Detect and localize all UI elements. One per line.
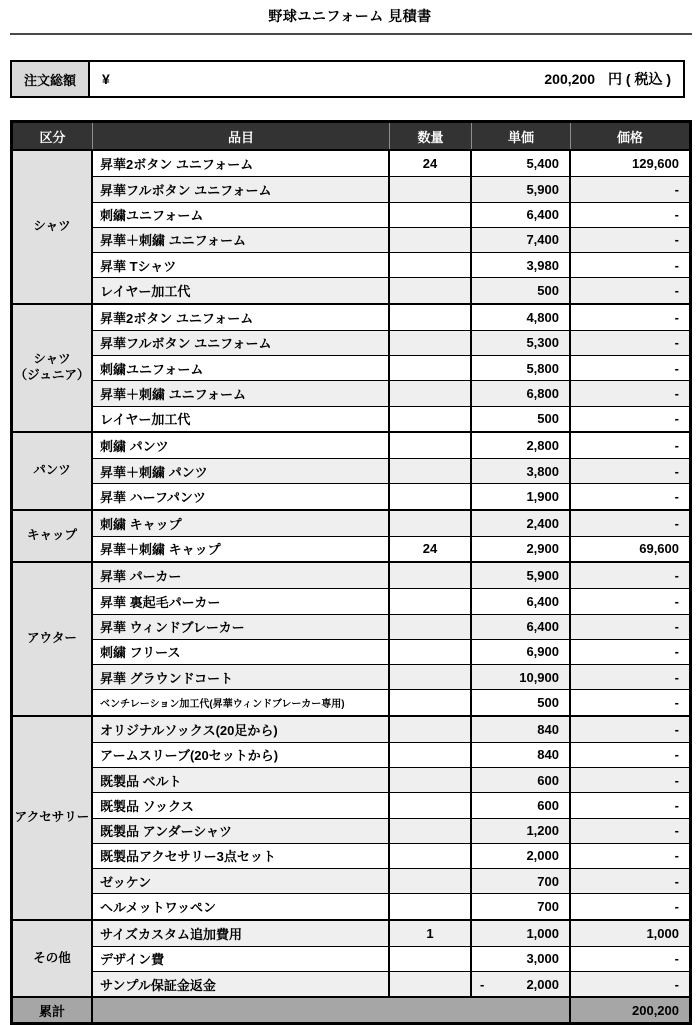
- unit-price-value: 6,400: [526, 207, 559, 223]
- unit-price-value: 700: [537, 873, 559, 889]
- unit-price-value: 5,900: [526, 181, 559, 197]
- order-total-value: [90, 62, 683, 96]
- quantity-cell: [390, 484, 472, 508]
- table-row: [93, 946, 689, 971]
- order-total-amount: 200,200: [544, 71, 595, 87]
- item-cell: 昇華 裏起毛パーカー: [93, 589, 390, 613]
- unit-price-value: 840: [537, 721, 559, 737]
- category-cell: [13, 563, 93, 715]
- price-cell: -: [674, 951, 679, 967]
- price-cell: -: [674, 669, 679, 685]
- category-label: キャップ: [26, 527, 77, 542]
- unit-price-cell: [472, 151, 571, 176]
- unit-price-cell: [472, 203, 571, 227]
- unit-price-value: 840: [537, 747, 559, 763]
- grand-total-amount: 200,200: [632, 1002, 679, 1018]
- category-label: シャツ: [33, 218, 71, 233]
- unit-price-value: 5,800: [526, 360, 559, 376]
- unit-price-cell: [472, 743, 571, 767]
- table-row: [93, 563, 689, 588]
- item-cell: ベンチレーション加工代(昇華ウィンドブレーカー専用): [93, 690, 390, 714]
- item-cell: アームスリーブ(20セットから): [93, 743, 390, 767]
- quantity-cell: [390, 203, 472, 227]
- table-row: [93, 843, 689, 868]
- unit-price-cell: [472, 947, 571, 971]
- quantity-cell: [390, 459, 472, 483]
- item-cell: 昇華＋刺繍 ユニフォーム: [93, 381, 390, 405]
- item-cell: レイヤー加工代: [93, 278, 390, 302]
- unit-price-cell: [472, 690, 571, 714]
- section-rows: [93, 563, 689, 715]
- quantity-cell: [390, 356, 472, 380]
- unit-price-value: 2,800: [526, 437, 559, 453]
- price-cell: -: [674, 644, 679, 660]
- unit-price-value: 7,400: [526, 232, 559, 248]
- price-cell: -: [674, 463, 679, 479]
- quantity-cell: [390, 407, 472, 431]
- section-rows: [93, 717, 689, 919]
- quantity-cell: [390, 511, 472, 536]
- category-label: アウター: [27, 630, 77, 645]
- price-cell: 69,600: [639, 541, 679, 557]
- item-cell: サンプル保証金返金: [93, 972, 390, 996]
- table-row: [93, 252, 689, 277]
- quantity-cell: [390, 972, 472, 996]
- unit-price-cell: [472, 484, 571, 508]
- column-header-0: 区分: [13, 123, 93, 149]
- section-rows: [93, 151, 689, 303]
- unit-price-cell: [472, 717, 571, 742]
- table-row: [93, 330, 689, 355]
- price-cell: -: [674, 385, 679, 401]
- price-cell: -: [674, 257, 679, 273]
- unit-price-cell: [472, 819, 571, 843]
- column-header-3: 単価: [472, 123, 571, 149]
- unit-price-value: 3,800: [526, 463, 559, 479]
- unit-price-value: 700: [537, 898, 559, 914]
- table-row: [93, 406, 689, 431]
- unit-price-cell: [472, 894, 571, 918]
- column-header-2: 数量: [390, 123, 472, 149]
- price-cell: 1,000: [646, 925, 679, 941]
- table-row: [93, 639, 689, 664]
- quantity-cell: [390, 819, 472, 843]
- unit-price-value: 1,000: [526, 925, 559, 941]
- grand-total-spacer: [93, 998, 571, 1022]
- unit-price-cell: [472, 253, 571, 277]
- price-cell: -: [674, 721, 679, 737]
- unit-price-value: 1,200: [526, 823, 559, 839]
- item-cell: ゼッケン: [93, 869, 390, 893]
- item-cell: 刺繍ユニフォーム: [93, 356, 390, 380]
- item-cell: 昇華2ボタン ユニフォーム: [93, 151, 390, 176]
- order-total-label: 注文総額: [12, 62, 90, 96]
- item-cell: ヘルメットワッペン: [93, 894, 390, 918]
- grand-total-label: 累計: [13, 998, 93, 1022]
- section-rows: [93, 921, 689, 997]
- quantity-cell: [390, 563, 472, 588]
- page-title: 野球ユニフォーム 見積書: [268, 8, 432, 24]
- item-cell: 既製品 ベルト: [93, 768, 390, 792]
- table-section: [13, 715, 689, 919]
- category-label: その他: [33, 950, 71, 965]
- order-total-suffix: 円 ( 税込 ): [608, 71, 671, 87]
- unit-price-cell: [472, 793, 571, 817]
- section-rows: [93, 433, 689, 509]
- unit-price-value: 3,000: [526, 951, 559, 967]
- price-cell: -: [674, 282, 679, 298]
- table-row: [93, 893, 689, 918]
- quantity-cell: [390, 305, 472, 330]
- currency-symbol: ¥: [102, 71, 110, 87]
- category-cell: [13, 717, 93, 919]
- unit-price-value: 5,400: [526, 156, 559, 172]
- category-cell: [13, 511, 93, 562]
- quantity-cell: [390, 615, 472, 639]
- quantity-cell: [390, 253, 472, 277]
- quantity-cell: [390, 869, 472, 893]
- unit-price-cell: [472, 563, 571, 588]
- price-cell: -: [674, 593, 679, 609]
- table-row: [93, 305, 689, 330]
- table-row: [93, 792, 689, 817]
- category-cell: [13, 433, 93, 509]
- unit-price-value: 2,900: [526, 541, 559, 557]
- unit-price-cell: [472, 381, 571, 405]
- quantity-cell: [390, 278, 472, 302]
- unit-price-value: 500: [537, 411, 559, 427]
- item-cell: 刺繍ユニフォーム: [93, 203, 390, 227]
- quantity-cell: [390, 947, 472, 971]
- table-row: [93, 717, 689, 742]
- unit-price-cell: [472, 459, 571, 483]
- column-header-4: 価格: [616, 129, 643, 145]
- table-row: [93, 277, 689, 302]
- item-cell: 昇華2ボタン ユニフォーム: [93, 305, 390, 330]
- price-cell: 129,600: [632, 156, 679, 172]
- quantity-cell: 24: [390, 537, 472, 561]
- section-rows: [93, 305, 689, 431]
- category-cell: [13, 921, 93, 997]
- table-section: [13, 303, 689, 431]
- item-cell: レイヤー加工代: [93, 407, 390, 431]
- table-row: [93, 227, 689, 252]
- unit-price-cell: [472, 768, 571, 792]
- item-cell: 刺繍 キャップ: [93, 511, 390, 536]
- item-cell: 昇華フルボタン ユニフォーム: [93, 331, 390, 355]
- table-row: [93, 588, 689, 613]
- table-row: [93, 511, 689, 536]
- unit-price-cell: [472, 921, 571, 946]
- item-cell: 既製品アクセサリー3点セット: [93, 844, 390, 868]
- unit-price-cell: [472, 356, 571, 380]
- unit-price-value: 1,900: [526, 488, 559, 504]
- table-section: [13, 919, 689, 997]
- quotation-table: [10, 120, 692, 1025]
- price-cell: -: [674, 488, 679, 504]
- price-cell: -: [674, 515, 679, 531]
- price-cell: -: [674, 747, 679, 763]
- item-cell: オリジナルソックス(20足から): [93, 717, 390, 742]
- unit-price-cell: [472, 972, 571, 996]
- column-header-1: 品目: [93, 123, 390, 149]
- category-label: アクセサリー: [14, 809, 90, 824]
- price-cell: -: [674, 823, 679, 839]
- unit-price-cell: [472, 511, 571, 536]
- item-cell: デザイン費: [93, 947, 390, 971]
- section-rows: [93, 511, 689, 562]
- unit-price-value: 6,400: [526, 619, 559, 635]
- quantity-cell: [390, 381, 472, 405]
- price-cell: -: [674, 568, 679, 584]
- quantity-cell: [390, 793, 472, 817]
- unit-price-value: 5,900: [526, 568, 559, 584]
- table-row: [93, 921, 689, 946]
- table-row: [93, 536, 689, 561]
- table-row: [93, 818, 689, 843]
- table-body: [13, 149, 689, 996]
- price-cell: -: [674, 797, 679, 813]
- table-row: [93, 202, 689, 227]
- item-cell: 昇華 Tシャツ: [93, 253, 390, 277]
- unit-price-cell: [472, 305, 571, 330]
- unit-price-value: 5,300: [526, 335, 559, 351]
- item-cell: 昇華 パーカー: [93, 563, 390, 588]
- grand-total-row: [13, 996, 689, 1022]
- item-cell: 昇華＋刺繍 ユニフォーム: [93, 228, 390, 252]
- table-row: [93, 380, 689, 405]
- quantity-cell: [390, 640, 472, 664]
- order-total-box: [10, 60, 685, 98]
- price-cell: -: [674, 411, 679, 427]
- item-cell: 昇華フルボタン ユニフォーム: [93, 177, 390, 201]
- category-cell: [13, 151, 93, 303]
- quantity-cell: [390, 228, 472, 252]
- item-cell: 刺繍 パンツ: [93, 433, 390, 458]
- quantity-cell: [390, 743, 472, 767]
- table-row: [93, 355, 689, 380]
- quantity-cell: [390, 717, 472, 742]
- table-section: [13, 149, 689, 303]
- price-cell: -: [674, 694, 679, 710]
- price-cell: -: [674, 360, 679, 376]
- unit-price-value: 2,000: [526, 848, 559, 864]
- unit-price-cell: [472, 278, 571, 302]
- unit-price-value: 500: [537, 282, 559, 298]
- unit-price-cell: [472, 407, 571, 431]
- price-cell: -: [674, 207, 679, 223]
- table-row: [93, 176, 689, 201]
- category-cell: [13, 305, 93, 431]
- quantity-cell: [390, 331, 472, 355]
- table-row: [93, 458, 689, 483]
- price-cell: -: [674, 437, 679, 453]
- table-row: [93, 971, 689, 996]
- quantity-cell: [390, 177, 472, 201]
- category-label: パンツ: [33, 462, 71, 477]
- item-cell: 昇華＋刺繍 パンツ: [93, 459, 390, 483]
- table-row: [93, 689, 689, 714]
- unit-price-cell: [472, 844, 571, 868]
- unit-price-value: 10,900: [519, 669, 559, 685]
- unit-price-cell: [472, 537, 571, 561]
- item-cell: 昇華 ウィンドブレーカー: [93, 615, 390, 639]
- table-row: [93, 742, 689, 767]
- table-row: [93, 664, 689, 689]
- table-row: [93, 433, 689, 458]
- price-cell: -: [674, 772, 679, 788]
- table-section: [13, 509, 689, 562]
- unit-price-cell: [472, 615, 571, 639]
- unit-price-value: 3,980: [526, 257, 559, 273]
- unit-price-value: 2,000: [526, 976, 559, 992]
- item-cell: 昇華 ハーフパンツ: [93, 484, 390, 508]
- unit-price-value: 600: [537, 797, 559, 813]
- unit-price-value: 600: [537, 772, 559, 788]
- quantity-cell: [390, 844, 472, 868]
- table-row: [93, 151, 689, 176]
- unit-price-cell: [472, 589, 571, 613]
- negative-sign: -: [480, 976, 485, 992]
- unit-price-cell: [472, 228, 571, 252]
- unit-price-cell: [472, 433, 571, 458]
- category-label: シャツ: [33, 352, 71, 366]
- unit-price-value: 4,800: [526, 309, 559, 325]
- quantity-cell: [390, 433, 472, 458]
- price-cell: -: [674, 898, 679, 914]
- unit-price-value: 2,400: [526, 515, 559, 531]
- category-label-line2: （ジュニア）: [14, 367, 90, 382]
- table-row: [93, 614, 689, 639]
- price-cell: -: [674, 181, 679, 197]
- quantity-cell: [390, 690, 472, 714]
- unit-price-value: 6,400: [526, 593, 559, 609]
- quantity-cell: [390, 589, 472, 613]
- unit-price-value: 500: [537, 694, 559, 710]
- item-cell: 昇華＋刺繍 キャップ: [93, 537, 390, 561]
- quantity-cell: 24: [390, 151, 472, 176]
- item-cell: 刺繍 フリース: [93, 640, 390, 664]
- table-row: [93, 483, 689, 508]
- title-divider: [10, 33, 692, 35]
- unit-price-cell: [472, 665, 571, 689]
- table-section: [13, 561, 689, 715]
- price-cell: -: [674, 976, 679, 992]
- item-cell: 既製品 ソックス: [93, 793, 390, 817]
- price-cell: -: [674, 335, 679, 351]
- price-cell: -: [674, 232, 679, 248]
- unit-price-cell: [472, 331, 571, 355]
- item-cell: 既製品 アンダーシャツ: [93, 819, 390, 843]
- item-cell: 昇華 グラウンドコート: [93, 665, 390, 689]
- unit-price-cell: [472, 177, 571, 201]
- table-header-row: [13, 123, 689, 149]
- table-row: [93, 767, 689, 792]
- price-cell: -: [674, 309, 679, 325]
- price-cell: -: [674, 619, 679, 635]
- unit-price-cell: [472, 640, 571, 664]
- unit-price-cell: [472, 869, 571, 893]
- table-row: [93, 868, 689, 893]
- item-cell: サイズカスタム追加費用: [93, 921, 390, 946]
- price-cell: -: [674, 848, 679, 864]
- quantity-cell: 1: [390, 921, 472, 946]
- table-section: [13, 431, 689, 509]
- unit-price-value: 6,900: [526, 644, 559, 660]
- price-cell: -: [674, 873, 679, 889]
- quantity-cell: [390, 894, 472, 918]
- quantity-cell: [390, 768, 472, 792]
- unit-price-value: 6,800: [526, 385, 559, 401]
- quantity-cell: [390, 665, 472, 689]
